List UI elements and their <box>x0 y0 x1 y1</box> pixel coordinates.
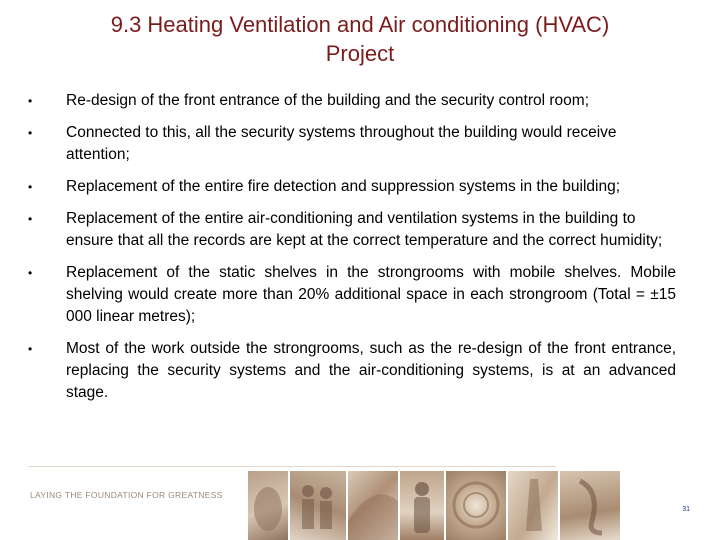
slide-title-line-1: 9.3 Heating Ventilation and Air conditioning (HVAC) <box>110 12 610 37</box>
saxophone-photo-icon <box>560 471 620 540</box>
footer-tagline: LAYING THE FOUNDATION FOR GREATNESS <box>30 490 223 500</box>
bullet-text: Replacement of the static shelves in the strongrooms with mobile shelves. Mobile shelving would create more than 20% additional space in each strongroom (Total = ±15 000 linear metres); <box>66 264 676 325</box>
slide-title-line-2: Project <box>325 41 395 66</box>
bullet-marker: • <box>28 212 33 226</box>
bullet-text: Re-design of the front entrance of the building and the security control room; <box>66 92 589 109</box>
bullet-item <box>28 338 676 404</box>
slide-title <box>40 10 680 68</box>
family-photo-icon <box>290 471 346 540</box>
slide-footer <box>0 466 720 540</box>
page-number: 31 <box>682 506 690 513</box>
bullet-list <box>28 90 676 414</box>
bullet-marker: • <box>28 266 33 280</box>
footer-photo-tile <box>348 471 398 540</box>
ballet-photo-icon <box>508 471 558 540</box>
person-photo-icon <box>400 471 444 540</box>
footer-photo-tile <box>400 471 444 540</box>
footer-photo-tile <box>508 471 558 540</box>
bullet-text: Replacement of the entire air-conditioning and ventilation systems in the building to ensure that all the records are kept at the correct temperature and the correct humidity; <box>66 210 663 249</box>
bullet-marker: • <box>28 342 33 356</box>
bullet-marker: • <box>28 126 33 140</box>
bullet-item <box>28 262 676 328</box>
footer-divider <box>28 466 556 467</box>
footer-photo-strip <box>248 471 620 540</box>
bullet-text: Connected to this, all the security systems throughout the building would receive attention; <box>66 124 617 163</box>
hands-photo-icon <box>248 471 288 540</box>
beadwork-photo-icon <box>446 471 506 540</box>
bullet-marker: • <box>28 94 33 108</box>
bullet-item <box>28 208 676 252</box>
bullet-text: Replacement of the entire fire detection and suppression systems in the building; <box>66 178 621 195</box>
footer-photo-tile <box>446 471 506 540</box>
fabric-photo-icon <box>348 471 398 540</box>
bullet-item <box>28 90 676 112</box>
bullet-item <box>28 176 676 198</box>
footer-photo-tile <box>290 471 346 540</box>
footer-photo-tile <box>560 471 620 540</box>
bullet-item <box>28 122 676 166</box>
bullet-text: Most of the work outside the strongrooms, such as the re-design of the front entrance, replacing the security systems and the air-conditioning systems, is at an advanced stage. <box>66 340 676 401</box>
bullet-marker: • <box>28 180 33 194</box>
footer-photo-tile <box>248 471 288 540</box>
